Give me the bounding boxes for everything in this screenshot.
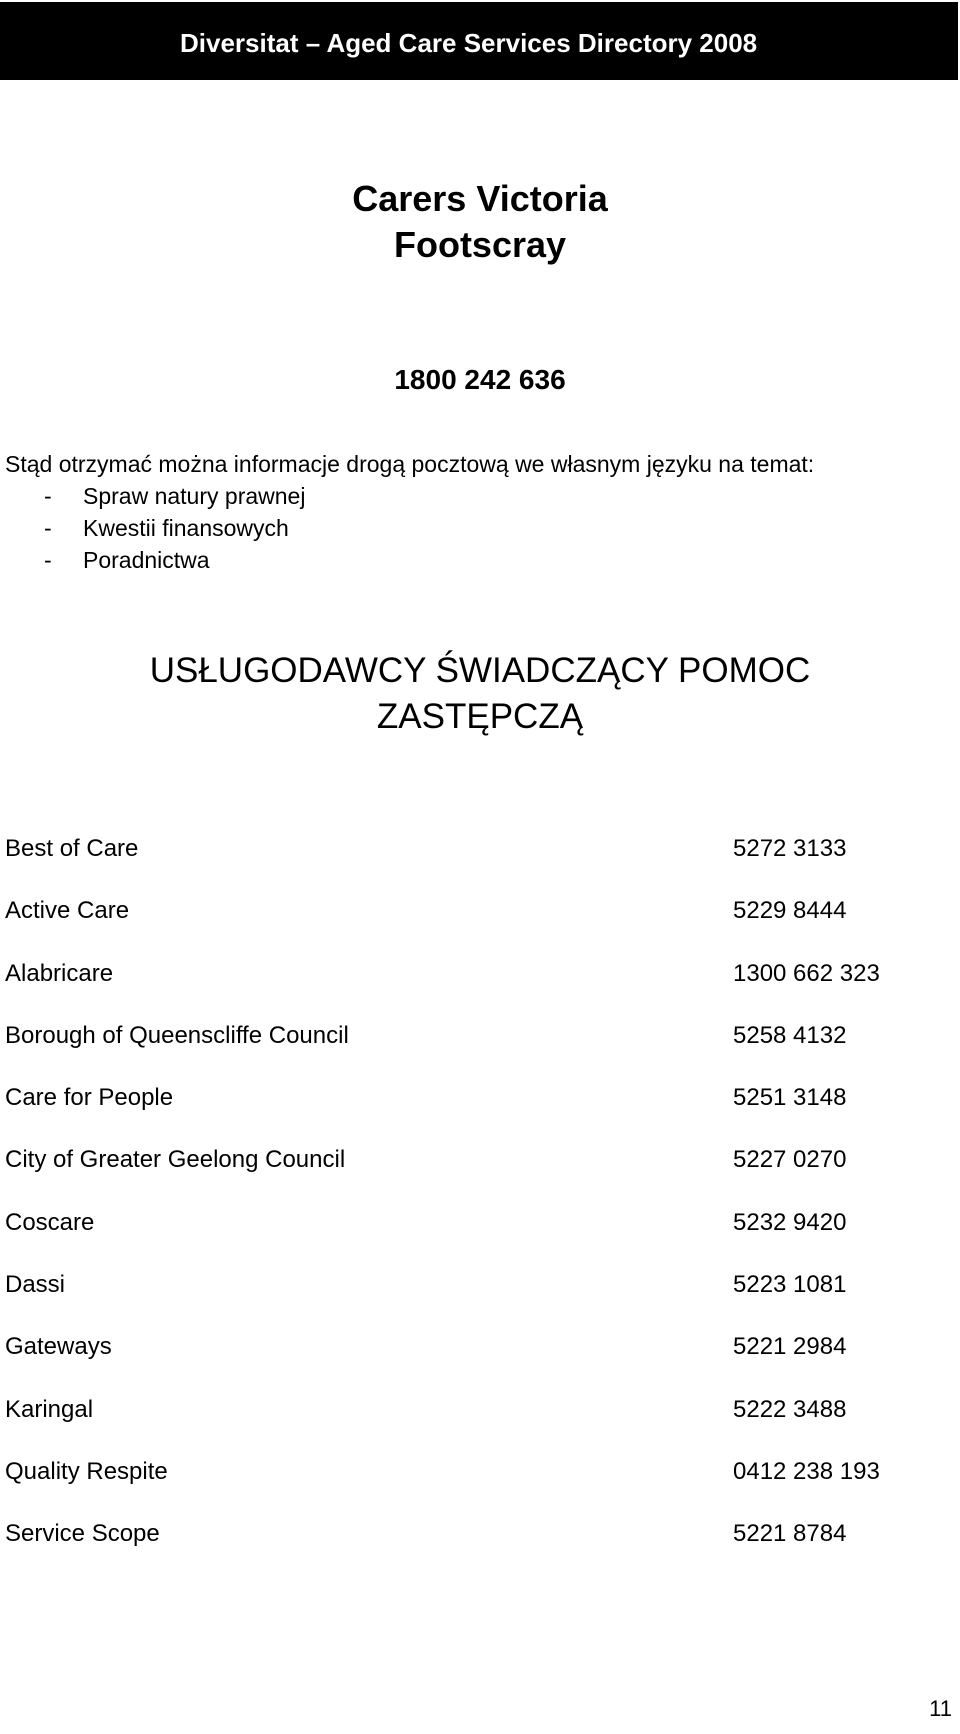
bullet-dash: - xyxy=(44,547,52,573)
topic-label: Spraw natury prawnej xyxy=(83,483,306,509)
provider-phone: 5258 4132 xyxy=(733,1021,847,1049)
topic-label: Poradnictwa xyxy=(83,547,210,573)
provider-name: Coscare xyxy=(5,1208,95,1236)
section-heading-line: USŁUGODAWCY ŚWIADCZĄCY POMOC xyxy=(149,651,811,690)
header-bar xyxy=(0,2,958,80)
provider-row xyxy=(0,892,960,954)
provider-row xyxy=(0,1204,960,1266)
provider-name: Borough of Queenscliffe Council xyxy=(5,1021,349,1049)
provider-name: Service Scope xyxy=(5,1520,160,1548)
provider-row xyxy=(0,1328,960,1390)
organization-block xyxy=(0,176,960,268)
provider-row xyxy=(0,1515,960,1577)
topic-label: Kwestii finansowych xyxy=(83,515,289,541)
section-heading-line: ZASTĘPCZĄ xyxy=(376,697,584,736)
provider-phone: 0412 238 193 xyxy=(733,1457,880,1485)
provider-name: Alabricare xyxy=(5,959,114,987)
provider-phone: 5223 1081 xyxy=(733,1271,847,1299)
intro-text: Stąd otrzymać można informacje drogą pocztową we własnym języku na temat: xyxy=(5,451,815,477)
provider-name: Care for People xyxy=(5,1084,174,1112)
organization-phone: 1800 242 636 xyxy=(394,364,566,395)
provider-name: Active Care xyxy=(5,897,130,925)
provider-name: Gateways xyxy=(5,1333,112,1361)
provider-row xyxy=(0,955,960,1017)
provider-list xyxy=(0,830,960,1578)
provider-phone: 5227 0270 xyxy=(733,1146,847,1174)
provider-row xyxy=(0,830,960,892)
organization-location: Footscray xyxy=(393,224,567,265)
section-heading xyxy=(0,648,960,740)
provider-row xyxy=(0,1266,960,1328)
provider-row xyxy=(0,1141,960,1203)
provider-row xyxy=(0,1017,960,1079)
provider-phone: 5251 3148 xyxy=(733,1084,847,1112)
provider-phone: 5221 8784 xyxy=(733,1520,847,1548)
provider-name: Best of Care xyxy=(5,835,139,862)
provider-phone: 1300 662 323 xyxy=(733,959,880,987)
provider-name: Dassi xyxy=(5,1271,66,1299)
provider-row xyxy=(0,1391,960,1453)
provider-row xyxy=(0,1453,960,1515)
provider-phone: 5232 9420 xyxy=(733,1208,847,1236)
provider-name: Quality Respite xyxy=(5,1457,168,1485)
bullet-dash: - xyxy=(44,483,52,509)
provider-name: Karingal xyxy=(5,1395,94,1423)
header-title: Diversitat – Aged Care Services Directory 2008 xyxy=(180,28,758,58)
page-number: 11 xyxy=(929,1696,952,1721)
provider-name: City of Greater Geelong Council xyxy=(5,1146,346,1174)
provider-row xyxy=(0,1079,960,1141)
bullet-dash: - xyxy=(44,515,52,541)
organization-name: Carers Victoria xyxy=(352,178,608,219)
provider-phone: 5221 2984 xyxy=(733,1333,847,1361)
provider-phone: 5272 3133 xyxy=(733,835,847,862)
provider-phone: 5222 3488 xyxy=(733,1395,847,1423)
provider-phone: 5229 8444 xyxy=(733,897,847,925)
